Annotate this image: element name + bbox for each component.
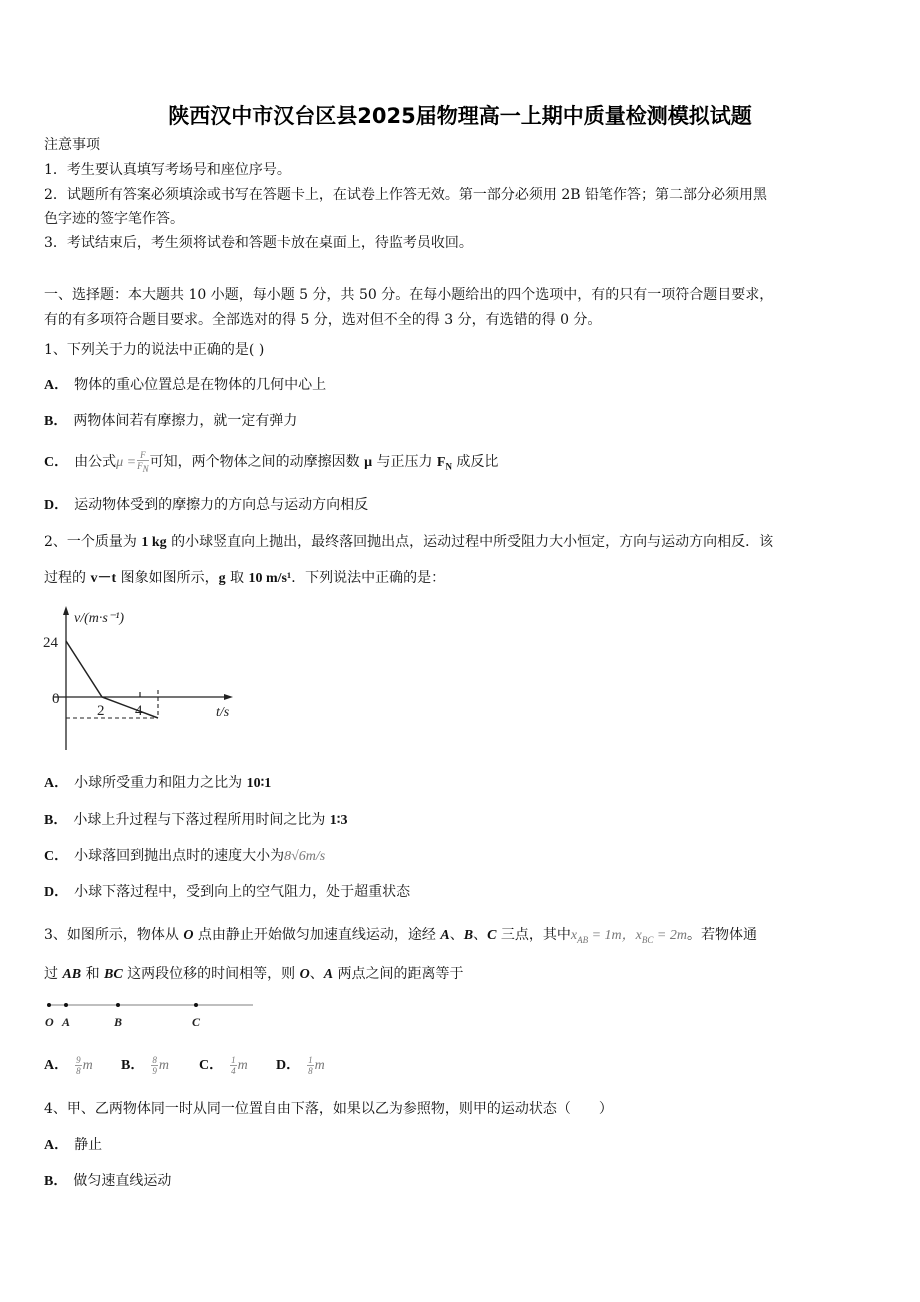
y-axis-label: v/(m·s⁻¹)	[74, 611, 125, 626]
notice-heading: 注意事项	[44, 137, 100, 153]
origin-label: 0	[52, 691, 60, 707]
question-2-stem-line1: 2、一个质量为 1 kg 的小球竖直向上抛出，最终落回抛出点，运动过程中所受阻力大小恒定，方向与运动方向相反．该	[44, 534, 774, 550]
option-label: D．	[44, 498, 69, 513]
y-axis-arrow-icon	[63, 606, 69, 615]
q3-option-c[interactable]: C． $\frac{1}{4}$ m	[199, 1054, 248, 1076]
x-tick-4: 4	[135, 703, 143, 719]
q3-option-b[interactable]: B． $\frac{8}{9}$ m	[121, 1054, 169, 1076]
q1-option-d[interactable]	[44, 494, 368, 514]
option-text: 两物体间若有摩擦力，就一定有弹力	[73, 413, 298, 429]
svg-text:O: O	[45, 1015, 54, 1029]
question-4-stem: 4、甲、乙两物体同一时从同一位置自由下落，如果以乙为参照物，则甲的运动状态（ ）	[44, 1101, 613, 1117]
svg-text:A: A	[62, 1015, 71, 1029]
formula-fraction: $\frac{F}{F_N}$	[137, 450, 149, 474]
point-c	[194, 1003, 198, 1007]
notice-item-3: 3．考试结束后，考生须将试卷和答题卡放在桌面上，待监考员收回。	[44, 235, 473, 251]
option-label: A．	[44, 378, 69, 393]
point-b	[116, 1003, 120, 1007]
question-1-stem: 1、下列关于力的说法中正确的是( )	[44, 342, 265, 358]
formula-speed: 8√6m/s	[284, 849, 326, 864]
q3-option-d[interactable]: D． $\frac{1}{8}$ m	[276, 1054, 325, 1076]
question-3-stem-line1: 3、如图所示，物体从 O 点由静止开始做匀加速直线运动，途经 A、B、C 三点，其中$x_{AB} = 1m$，$x_{BC} = 2m$。若物体通	[44, 927, 757, 945]
section-instructions-line2: 有的有多项符合题目要求。全部选对的得 5 分，选对但不全的得 3 分，有选错的得 0 分。	[44, 312, 602, 328]
point-a	[64, 1003, 68, 1007]
notice-item-2-cont: 色字迹的签字笔作答。	[44, 211, 184, 227]
y-tick-24: 24	[43, 635, 58, 651]
x-tick-2: 2	[97, 703, 105, 719]
option-label: C．	[44, 454, 69, 470]
point-o	[47, 1003, 51, 1007]
vt-graph	[40, 600, 250, 755]
q2-option-a[interactable]: A． 小球所受重力和阻力之比为 10∶1	[44, 775, 272, 791]
q4-option-a[interactable]: A． 静止	[44, 1137, 103, 1153]
number-line-figure	[40, 995, 260, 1030]
q1-option-b[interactable]	[44, 410, 297, 430]
notice-item-1: 1．考生要认真填写考场号和座位序号。	[44, 162, 291, 178]
page-title: 陕西汉中市汉台区县2025届物理高一上期中质量检测模拟试题	[168, 104, 752, 128]
x-axis-label: t/s	[216, 705, 230, 720]
option-label: B．	[44, 414, 68, 429]
q1-option-a[interactable]	[44, 374, 326, 394]
option-text: 物体的重心位置总是在物体的几何中心上	[74, 377, 327, 393]
q2-option-c[interactable]: C． 小球落回到抛出点时的速度大小为8√6m/s	[44, 848, 326, 864]
q3-option-a[interactable]: A． $\frac{9}{8}$ m	[44, 1054, 93, 1076]
x-axis-arrow-icon	[224, 694, 233, 700]
question-3-stem-line2: 过 AB 和 BC 这两段位移的时间相等，则 O、A 两点之间的距离等于	[44, 966, 464, 982]
option-text: 运动物体受到的摩擦力的方向总与运动方向相反	[74, 497, 369, 513]
q2-option-d[interactable]: D． 小球下落过程中，受到向上的空气阻力，处于超重状态	[44, 884, 411, 900]
formula-mu: μ =	[116, 454, 137, 470]
q2-option-b[interactable]: B． 小球上升过程与下落过程所用时间之比为 1∶3	[44, 812, 348, 828]
question-2-stem-line2: 过程的 v－t 图象如图所示，g 取 10 m/s¹．下列说法中正确的是：	[44, 570, 446, 586]
svg-text:C: C	[192, 1015, 201, 1029]
section-instructions-line1: 一、选择题：本大题共 10 小题，每小题 5 分，共 50 分。在每小题给出的四个选项中，有的只有一项符合题目要求，	[44, 287, 774, 303]
q4-option-b[interactable]: B． 做匀速直线运动	[44, 1173, 172, 1189]
svg-text:B: B	[114, 1015, 123, 1029]
option-text: 由公式	[74, 453, 117, 470]
notice-item-2: 2．试题所有答案必须填涂或书写在答题卡上，在试卷上作答无效。第一部分必须用 2B 铅笔作答；第二部分必须用黑	[44, 187, 767, 203]
q1-option-c[interactable]: C． 由公式μ = $\frac{F}{F_N}$ 可知，两个物体之间的动摩擦因数 μ 与正压力 $F_N$ 成反比	[44, 450, 499, 474]
